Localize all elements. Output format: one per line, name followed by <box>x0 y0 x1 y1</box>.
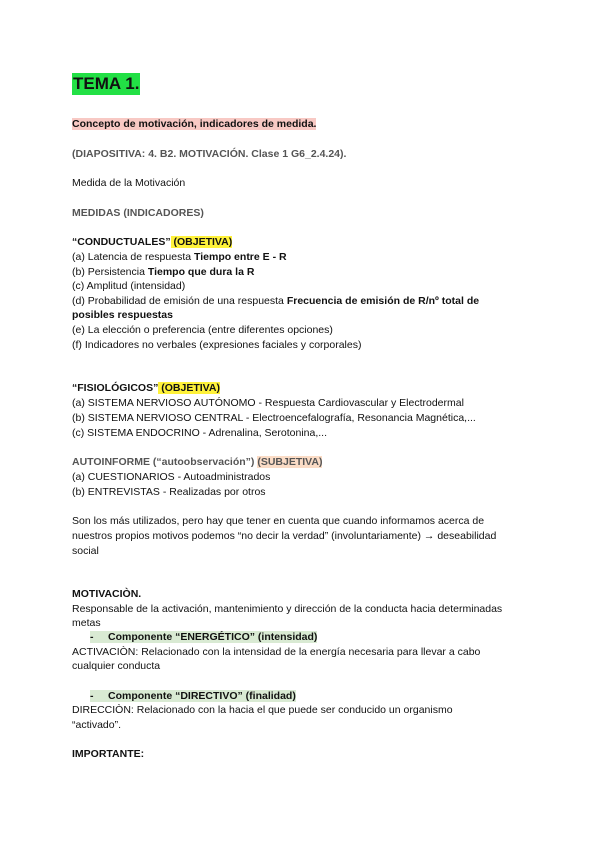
physiological-item: (b) SISTEMA NERVIOSO CENTRAL - Electroencefalografía, Resonancia Magnética,... <box>72 412 476 424</box>
note-line: social <box>72 545 99 557</box>
behavioral-item: (e) La elección o preferencia (entre diferentes opciones) <box>72 324 333 336</box>
behavioral-tag: (OBJETIVA) <box>170 236 233 248</box>
concept-heading: Concepto de motivación, indicadores de medida. <box>72 118 317 130</box>
selfreport-item: (b) ENTREVISTAS - Realizadas por otros <box>72 486 266 498</box>
behavioral-item: (c) Amplitud (intensidad) <box>72 280 186 292</box>
behavioral-item: (f) Indicadores no verbales (expresiones faciales y corporales) <box>72 339 362 351</box>
activation-line: cualquier conducta <box>72 660 161 672</box>
selfreport-item: (a) CUESTIONARIOS - Autoadministrados <box>72 471 271 483</box>
physiological-item: (a) SISTEMA NERVIOSO AUTÓNOMO - Respuesta Cardiovascular y Electrodermal <box>72 397 464 409</box>
behavioral-label: “CONDUCTUALES” <box>72 236 171 248</box>
physiological-label: “FISIOLÓGICOS” <box>72 382 159 394</box>
behavioral-item: (d) Probabilidad de emisión de una respuesta Frecuencia de emisión de R/nº total de <box>72 295 480 307</box>
note-line: nuestros propios motivos podemos “no decir la verdad” (involuntariamente) → deseabilidad <box>72 530 497 542</box>
page-title: TEMA 1. <box>73 74 140 93</box>
energetic-component: - Componente “ENERGÉTICO” (intensidad) <box>90 631 318 643</box>
physiological-tag: (OBJETIVA) <box>158 382 220 394</box>
direction-line: “activado”. <box>72 719 122 731</box>
directive-component: - Componente “DIRECTIVO” (finalidad) <box>90 690 296 702</box>
physiological-heading <box>72 381 220 396</box>
measure-line: Medida de la Motivación <box>72 177 186 189</box>
behavioral-item: (a) Latencia de respuesta Tiempo entre E - R <box>72 251 287 263</box>
selfreport-tag: (SUBJETIVA) <box>257 456 323 468</box>
slide-reference: (DIAPOSITIVA: 4. B2. MOTIVACIÓN. Clase 1 G6_2.4.24). <box>72 148 347 160</box>
behavioral-item: posibles respuestas <box>72 309 173 321</box>
behavioral-heading <box>72 235 232 250</box>
direction-line: DIRECCIÒN: Relacionado con la hacia el que puede ser conducido un organismo <box>72 704 453 716</box>
motivation-definition: Responsable de la activación, mantenimiento y dirección de la conducta hacia determinadas <box>72 603 503 615</box>
selfreport-heading <box>72 455 322 470</box>
activation-line: ACTIVACIÒN: Relacionado con la intensidad de la energía necesaria para llevar a cabo <box>72 646 481 658</box>
physiological-item: (c) SISTEMA ENDOCRINO - Adrenalina, Serotonina,... <box>72 427 328 439</box>
selfreport-label: AUTOINFORME (“autoobservación”) <box>72 456 258 468</box>
note-line: Son los más utilizados, pero hay que tener en cuenta que cuando informamos acerca de <box>72 515 485 527</box>
behavioral-item: (b) Persistencia Tiempo que dura la R <box>72 266 255 278</box>
motivation-definition: metas <box>72 617 101 629</box>
measures-heading: MEDIDAS (INDICADORES) <box>72 207 204 219</box>
motivation-heading: MOTIVACIÒN. <box>72 588 142 600</box>
important-heading: IMPORTANTE: <box>72 748 145 760</box>
